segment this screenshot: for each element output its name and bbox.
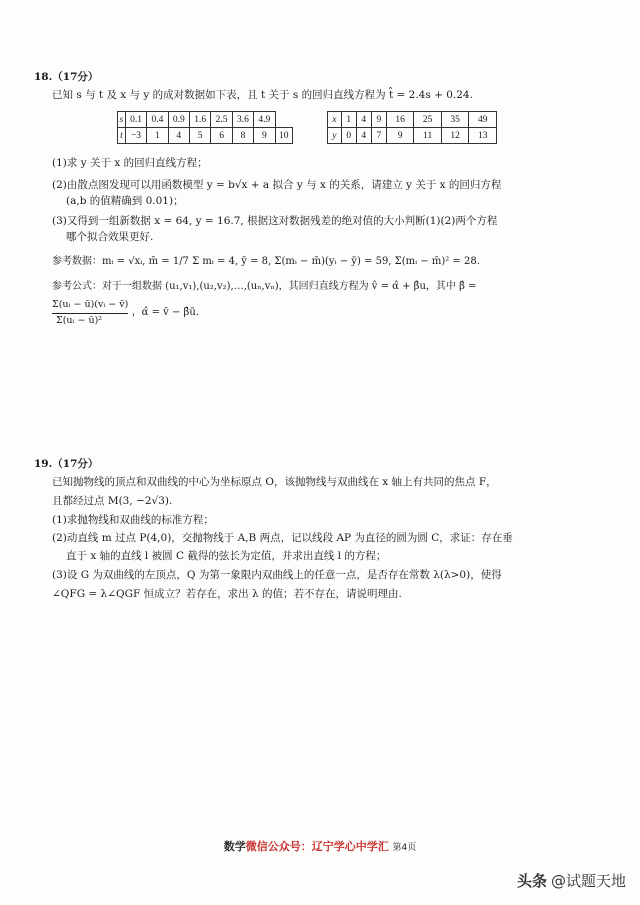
q18-part3-line2: 哪个拟合效果更好. bbox=[66, 231, 154, 243]
q18-part2-line1: (2)由散点图发现可以用函数模型 y = b√x + a 拟合 y 与 x 的关系，请建立 y 关于 x 的回归方程 bbox=[52, 179, 502, 191]
q18-intro: 已知 s 与 t 及 x 与 y 的成对数据如下表，且 t 关于 s 的回归直线方程为 t̂ = 2.4s + 0.24. bbox=[52, 89, 473, 101]
q18-beta-formula bbox=[52, 298, 199, 328]
platform-watermark bbox=[517, 870, 626, 891]
formula-numerator: Σ(uᵢ − ū)(vᵢ − v̄) bbox=[52, 298, 128, 314]
q18-table-xy bbox=[327, 111, 497, 144]
q18-header: 18.（17分） bbox=[34, 71, 99, 83]
footer-watermark: 微信公众号：辽宁学心中学汇 bbox=[245, 840, 389, 853]
footer-subject: 数学 bbox=[223, 840, 246, 853]
q19-part2-line2: 直于 x 轴的直线 l 被圆 C 截得的弦长为定值，并求出直线 l 的方程； bbox=[66, 550, 387, 562]
account-name: @试题天地 bbox=[550, 872, 626, 890]
formula-alpha: ，α̂ = v̄ − β̂ū. bbox=[131, 307, 199, 318]
page-footer bbox=[0, 838, 640, 854]
q18-part3-line1: (3)又得到一组新数据 x = 64, y = 16.7, 根据这对数据残差的绝对值的大小判断(1)(2)两个方程 bbox=[52, 215, 498, 227]
q19-part3-line2: ∠QFG = λ∠QGF 恒成立？若存在，求出 λ 的值；若不存在，请说明理由. bbox=[52, 588, 402, 600]
q18-part2-line2: (a,b 的值精确到 0.01)； bbox=[66, 195, 184, 207]
formula-denominator: Σ(uᵢ − ū)² bbox=[56, 315, 103, 326]
table-row: x 1 4 9 16 25 35 49 bbox=[328, 112, 497, 128]
q18-table-st bbox=[117, 111, 293, 144]
q19-part1: (1)求抛物线和双曲线的标准方程； bbox=[52, 514, 214, 526]
q19-part3-line1: (3)设 G 为双曲线的左顶点，Q 为第一象限内双曲线上的任意一点，是否存在常数 λ(λ>0)，使得 bbox=[52, 569, 502, 581]
q19-part2-line1: (2)动直线 m 过点 P(4,0)，交抛物线于 A,B 两点，记以线段 AP 为直径的圆为圆 C，求证：存在垂 bbox=[52, 532, 513, 544]
q18-part1: (1)求 y 关于 x 的回归直线方程； bbox=[52, 157, 208, 169]
q19-header: 19.（17分） bbox=[34, 458, 99, 470]
q18-reference-data: 参考数据：mᵢ = √xᵢ, m̄ = 1/7 Σ mᵢ = 4, ȳ = 8, Σ(mᵢ − m̄)(yᵢ − ȳ) = 59, Σ(mᵢ − m̄)² = 28. bbox=[52, 256, 480, 267]
footer-page-number: 第4页 bbox=[392, 843, 417, 853]
table-row: t −3 1 4 5 6 8 9 10 bbox=[118, 128, 293, 144]
platform-name: 头条 bbox=[516, 872, 547, 890]
table-row: y 0 4 7 9 11 12 13 bbox=[328, 128, 497, 144]
q18-reference-formula: 参考公式：对于一组数据 (u₁,v₁),(u₂,v₂),…,(uₙ,vₙ)，其回归直线方程为 v̂ = α̂ + β̂u，其中 β̂ = bbox=[52, 281, 477, 292]
q19-intro-line2: 且都经过点 M(3, −2√3). bbox=[52, 495, 173, 507]
table-row: s 0.1 0.4 0.9 1.6 2.5 3.6 4.9 bbox=[118, 112, 293, 128]
q19-intro-line1: 已知抛物线的顶点和双曲线的中心为坐标原点 O，该抛物线与双曲线在 x 轴上有共同的焦点 F， bbox=[52, 476, 497, 488]
